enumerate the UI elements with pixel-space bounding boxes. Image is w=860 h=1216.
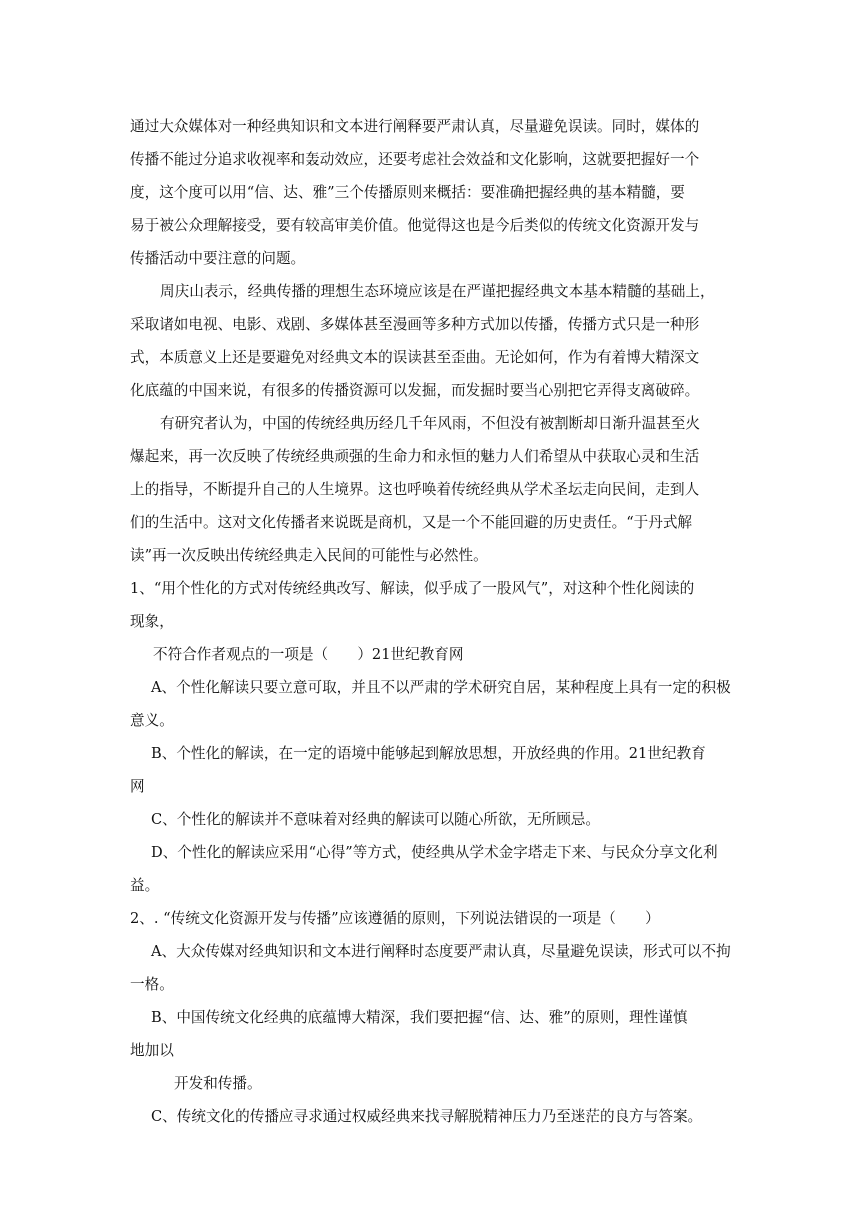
question-2-option-a: A、大众传媒对经典知识和文本进行阐释时态度要严肃认真，尽量避免误读，形式可以不拘 [151, 943, 731, 960]
text-line: 上的指导，不断提升自己的人生境界。这也呼唤着传统经典从学术圣坛走向民间，走到人 [130, 481, 700, 498]
text-line: 读”再一次反映出传统经典走入民间的可能性与必然性。 [130, 547, 488, 564]
question-1-option-a: A、个性化解读只要立意可取，并且不以严肃的学术研究自居，某种程度上具有一定的积极 [151, 679, 731, 696]
text-line: 爆起来，再一次反映了传统经典顽强的生命力和永恒的魅力人们希望从中获取心灵和生活 [130, 448, 700, 465]
question-1-option-c: C、个性化的解读并不意味着对经典的解读可以随心所欲，无所顾忌。 [151, 811, 600, 828]
question-1-option-b: 网 [130, 778, 145, 795]
text-line: 式，本质意义上还是要避免对经典文本的误读甚至歪曲。无论如何，作为有着博大精深文 [130, 349, 700, 366]
question-1-option-a: 意义。 [130, 712, 174, 729]
question-2-option-b: B、中国传统文化经典的底蕴博大精深，我们要把握“信、达、雅”的原则，理性谨慎 [151, 1009, 688, 1026]
question-1-line: 1、“用个性化的方式对传统经典改写、解读，似乎成了一股风气”，对这种个性化阅读的 [130, 580, 695, 597]
question-1-line: 现象， [130, 613, 174, 630]
question-1-option-d: D、个性化的解读应采用“心得”等方式，使经典从学术金字塔走下来、与民众分享文化利 [151, 844, 718, 861]
question-2-option-b: 开发和传播。 [174, 1075, 262, 1092]
text-line: 们的生活中。这对文化传播者来说既是商机，又是一个不能回避的历史责任。“于丹式解 [130, 514, 693, 531]
text-line: 度，这个度可以用“信、达、雅”三个传播原则来概括：要准确把握经典的基本精髓，要 [130, 184, 685, 201]
question-2-option-a: 一格。 [130, 976, 174, 993]
text-line: 传播活动中要注意的问题。 [130, 250, 306, 267]
question-1-option-d: 益。 [130, 877, 160, 894]
question-1-line: 不符合作者观点的一项是（ ）21世纪教育网 [153, 646, 464, 663]
text-line: 周庆山表示，经典传播的理想生态环境应该是在严谨把握经典文本基本精髓的基础上， [160, 283, 715, 300]
text-line: 传播不能过分追求收视率和轰动效应，还要考虑社会效益和文化影响，这就要把握好一个 [130, 151, 700, 168]
text-line: 化底蕴的中国来说，有很多的传播资源可以发掘，而发掘时要当心别把它弄得支离破碎。 [130, 382, 700, 399]
text-line: 采取诸如电视、电影、戏剧、多媒体甚至漫画等多种方式加以传播，传播方式只是一种形 [130, 316, 700, 333]
text-line: 有研究者认为，中国的传统经典历经几千年风雨，不但没有被割断却日渐升温甚至火 [160, 415, 700, 432]
question-2-option-b: 地加以 [130, 1042, 174, 1059]
text-line: 易于被公众理解接受，要有较高审美价值。他觉得这也是今后类似的传统文化资源开发与 [130, 217, 700, 234]
text-line: 通过大众媒体对一种经典知识和文本进行阐释要严肃认真，尽量避免误读。同时，媒体的 [130, 118, 700, 135]
question-2-option-c: C、传统文化的传播应寻求通过权威经典来找寻解脱精神压力乃至迷茫的良方与答案。 [151, 1108, 703, 1125]
question-1-option-b: B、个性化的解读，在一定的语境中能够起到解放思想，开放经典的作用。21世纪教育 [151, 745, 706, 762]
question-2-line: 2、. “传统文化资源开发与传播”应该遵循的原则，下列说法错误的一项是（ ） [130, 910, 660, 927]
